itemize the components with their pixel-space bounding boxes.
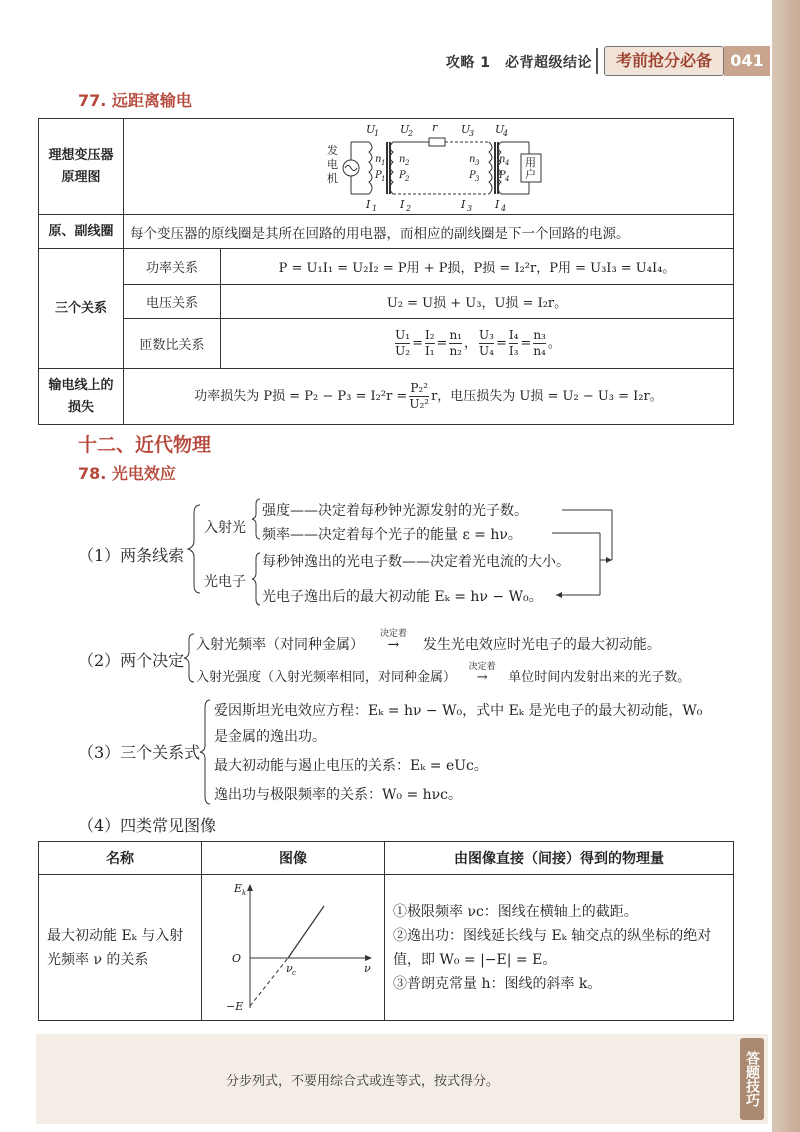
svg-text:1: 1 <box>373 128 379 138</box>
svg-text:用户: 用户 <box>524 155 536 181</box>
svg-text:3: 3 <box>474 174 479 183</box>
ek-label: E <box>234 881 243 895</box>
svg-text:2: 2 <box>405 203 411 213</box>
ek-line-extension <box>250 958 288 1006</box>
header-divider <box>596 48 598 74</box>
col-name: 名称 <box>39 842 202 875</box>
graph-table <box>38 841 734 1021</box>
svg-text:4: 4 <box>504 174 509 183</box>
coil-primary-2 <box>489 142 492 194</box>
power-label: 功率关系 <box>124 249 221 285</box>
page-number: 041 <box>724 46 770 76</box>
relation-1b: 是金属的逸出功。 <box>214 729 326 745</box>
ratio-label: 匝数比关系 <box>124 319 221 369</box>
svg-text:n: n <box>498 153 505 165</box>
clues-brackets <box>180 495 640 610</box>
svg-text:4: 4 <box>500 203 506 213</box>
graph-name: 最大初动能 Eₖ 与入射光频率 ν 的关系 <box>39 875 202 1021</box>
label-I2: I <box>399 197 404 211</box>
svg-text:2: 2 <box>407 128 413 138</box>
incident-light: 入射光 <box>204 520 246 536</box>
generator-label: 发电机 <box>326 143 338 185</box>
col-quantity: 由图像直接（间接）得到的物理量 <box>385 842 734 875</box>
coil-secondary-2 <box>498 142 501 194</box>
svg-text:P: P <box>398 169 406 181</box>
label-U3: U <box>460 122 470 136</box>
photoelectron: 光电子 <box>204 574 246 590</box>
coil-secondary-1 <box>390 142 393 194</box>
footer-tag: 答题技巧 <box>740 1038 764 1120</box>
power-formula: P = U₁I₁ = U₂I₂ = P用 + P损，P损 = I₂²r，P用 = U₃I₃ = U₄I₄。 <box>221 249 734 285</box>
col-graph: 图像 <box>202 842 385 875</box>
voltage-label: 电压关系 <box>124 285 221 319</box>
svg-text:c: c <box>292 968 296 977</box>
clues-label: （1）两条线索 <box>78 546 185 565</box>
svg-text:n: n <box>374 153 381 165</box>
svg-text:1: 1 <box>380 174 385 183</box>
coil-primary-1 <box>369 142 372 194</box>
relations-brace <box>196 698 214 808</box>
section-77-title: 77. 远距离输电 <box>78 91 192 110</box>
svg-text:3: 3 <box>466 203 472 213</box>
svg-text:1: 1 <box>371 203 377 213</box>
label-U1: U <box>365 122 375 136</box>
label-I4: I <box>494 197 499 211</box>
quantity-1: ①极限频率 νc：图线在横轴上的截距。 <box>393 903 638 920</box>
section-78-title: 78. 光电效应 <box>78 464 176 483</box>
nu-label: ν <box>364 961 371 975</box>
header-badge: 考前抢分必备 <box>604 46 724 76</box>
loss-formula: 功率损失为 P损 = P₂ − P₃ = I₂²r = $\frac{\text{P₂²}}{\text{U₂²}}$ r，电压损失为 U损 = U₂ − U₃ = I₂r。 <box>124 369 734 425</box>
svg-text:k: k <box>242 888 247 897</box>
label-r: r <box>431 120 437 134</box>
label-U2: U <box>399 122 409 136</box>
svg-text:3: 3 <box>468 128 474 138</box>
nuc-label: ν <box>286 961 293 975</box>
decision-1: 入射光频率（对同种金属） 决定着 → 发生光电效应时光电子的最大初动能。 <box>196 629 661 653</box>
svg-text:P: P <box>468 169 476 181</box>
decision-2: 入射光强度（入射光频率相同，对同种金属） 决定着 → 单位时间内发射出来的光子数。 <box>196 662 691 685</box>
relation-1a: 爱因斯坦光电效应方程：Eₖ = hν − W₀，式中 Eₖ 是光电子的最大初动能，W₀ <box>214 703 703 719</box>
svg-text:2: 2 <box>404 158 409 167</box>
ratio-formula: $\frac{\text{U₁}}{\text{U₂}}$ = $\frac{\text{I₂}}{\text{I₁}}$ = $\frac{\text{n₁}}{\text{n₂}}$ ， $\frac{\text{U₃}}{\text{U₄}}$ = $\frac{\text{I₄}}{\text{I₃}}$ = $\frac{\text{n₃}}{\text{n₄}}$ 。 <box>221 319 734 369</box>
decisions-label: （2）两个决定 <box>78 651 185 670</box>
relation-3: 逸出功与极限频率的关系：W₀ = hνc。 <box>214 787 463 803</box>
svg-text:P: P <box>498 169 506 181</box>
relations-label: （3）三个关系式 <box>78 743 201 762</box>
line-resistor <box>429 138 445 146</box>
negE-label: −E <box>226 999 244 1013</box>
label-U4: U <box>494 122 504 136</box>
origin-label: O <box>232 951 242 965</box>
quantity-3: ③普朗克常量 h：图线的斜率 k。 <box>393 975 602 992</box>
transformer-diagram <box>129 120 729 214</box>
page-header <box>0 46 772 76</box>
svg-text:1: 1 <box>380 158 385 167</box>
label-I1: I <box>365 197 370 211</box>
ek-line <box>288 906 324 958</box>
svg-text:3: 3 <box>474 158 479 167</box>
intensity-line: 强度——决定着每秒钟光源发射的光子数。 <box>262 503 528 519</box>
header-text: 攻略 1 必背超级结论 <box>445 55 592 71</box>
ek-nu-graph <box>202 876 382 1020</box>
coils-text: 每个变压器的原线圈是其所在回路的用电器，而相应的副线圈是下一个回路的电源。 <box>124 215 734 249</box>
label-I3: I <box>460 197 465 211</box>
graphs-label: （4）四类常见图像 <box>78 816 217 835</box>
relation-2: 最大初动能与遏止电压的关系：Eₖ = eUc。 <box>214 758 488 774</box>
svg-text:4: 4 <box>502 128 508 138</box>
footer-tip: 分步列式，不要用综合式或连等式，按式得分。 <box>226 1074 500 1089</box>
quantity-2: ②逸出功：图线延长线与 Eₖ 轴交点的纵坐标的绝对值，即 W₀ = |−E| = E。 <box>393 927 712 968</box>
svg-text:n: n <box>468 153 475 165</box>
row-label-principle: 理想变压器原理图 <box>39 119 124 215</box>
svg-text:2: 2 <box>404 174 409 183</box>
voltage-formula: U₂ = U损 + U₃，U损 = I₂r。 <box>221 285 734 319</box>
chapter-12-title: 十二、近代物理 <box>78 434 212 456</box>
pe-energy-line: 光电子逸出后的最大初动能 Eₖ = hν − W₀。 <box>262 589 543 605</box>
footer-tip-box <box>36 1034 768 1124</box>
row-label-loss: 输电线上的损失 <box>39 369 124 425</box>
page-edge-strip <box>772 0 800 1132</box>
row-label-relations: 三个关系 <box>39 249 124 369</box>
svg-text:4: 4 <box>504 158 509 167</box>
svg-text:P: P <box>374 169 382 181</box>
row-label-coils: 原、副线圈 <box>39 215 124 249</box>
svg-text:n: n <box>398 153 405 165</box>
transmission-table <box>38 118 734 425</box>
pe-count-line: 每秒钟逸出的光电子数——决定着光电流的大小。 <box>262 554 570 570</box>
frequency-line: 频率——决定着每个光子的能量 ε = hν。 <box>262 527 522 543</box>
